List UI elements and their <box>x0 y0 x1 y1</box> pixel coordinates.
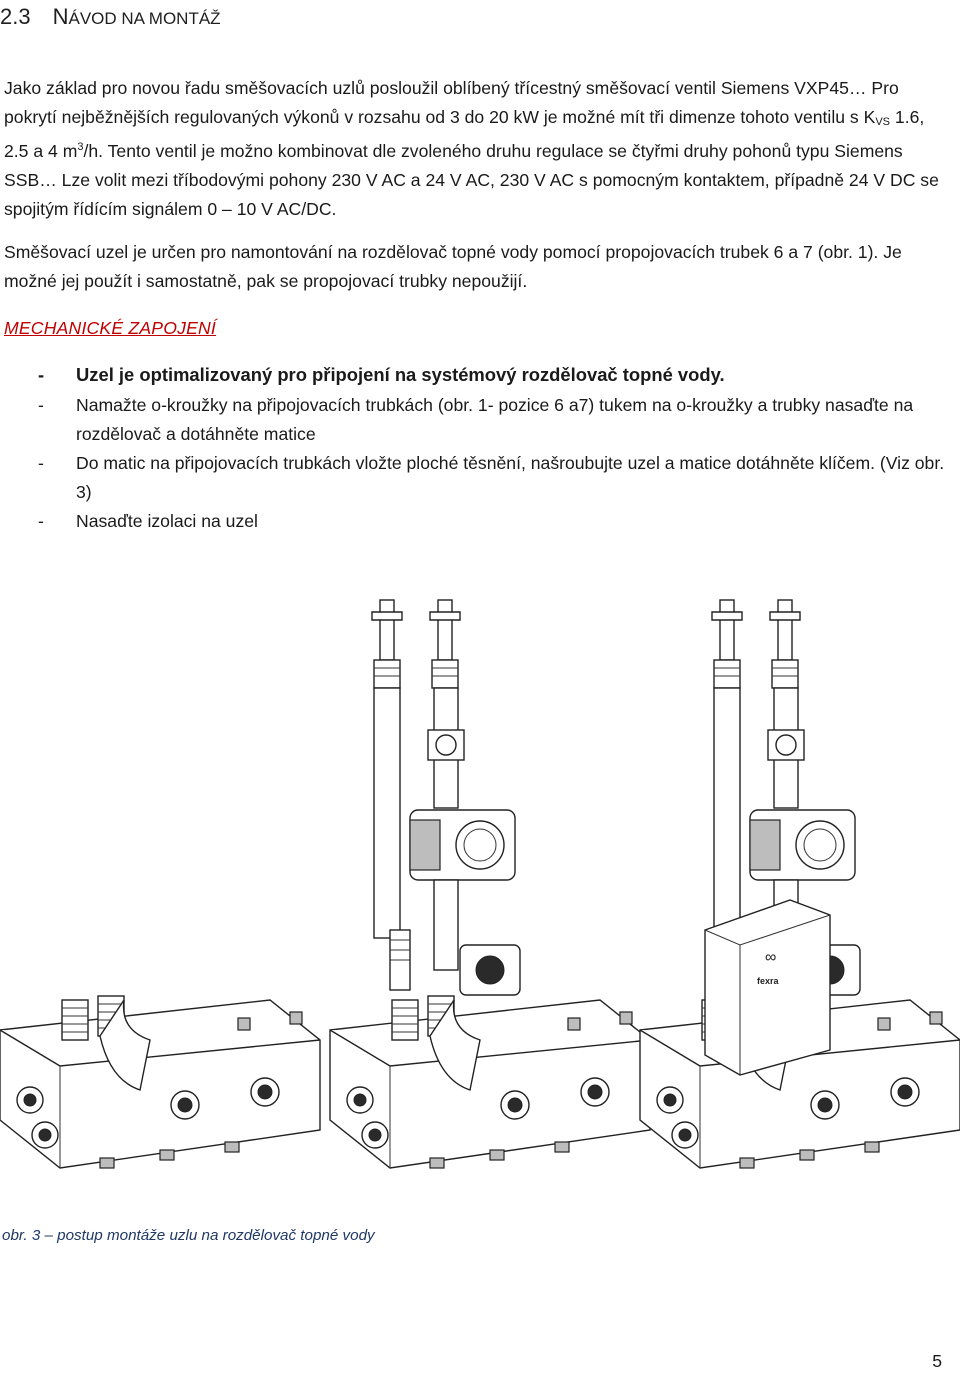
list-item: - Namažte o-kroužky na připojovacích trubkách (obr. 1- pozice 6 a7) tukem na o-kroužky a trubky nasaďte na rozdělovač a dotáhněte matice <box>38 395 914 444</box>
section-heading <box>0 0 221 34</box>
figure-caption: obr. 3 – postup montáže uzlu na rozdělovač topné vody <box>2 1227 375 1244</box>
intro-paragraph-2: Směšovací uzel je určen pro namontování na rozdělovač topné vody pomocí propojovacích trubek 6 a 7 (obr. 1). Je možné jej použít i samostatně, pak se propojovací trubky nepoužijí. <box>4 242 902 291</box>
intro-paragraph-1: Jako základ pro novou řadu směšovacích uzlů posloužil oblíbený třícestný směšovací ventil Siemens VXP45… Pro pokrytí nejběžnějších regulovaných výkonů v rozsahu od 3 do 20 kW je možné mít tři dimenze tohoto ventilu s $K_{VS}$ 1.6, 2.5 a 4 $m^3/h$. Tento ventil je možno kombinovat dle zvoleného druhu regulace se čtyřmi druhy pohonů typu Siemens SSB… Lze volit mezi tříbodovými pohony 230 V AC a 24 V AC, 230 V AC s pomocným kontaktem, případně 24 V DC se spojitým řídícím signálem 0 – 10 V AC/DC. <box>4 78 939 219</box>
instruction-list <box>4 360 949 536</box>
assembly-step-1 <box>0 996 320 1168</box>
heading-initial: N <box>52 4 69 29</box>
kvs-subscript: VS <box>875 116 891 128</box>
heading-number: 2.3 <box>0 4 31 29</box>
brand-infinity-icon: ∞ <box>765 949 777 966</box>
cubic-superscript: 3 <box>77 141 84 153</box>
list-item: - Nasaďte izolaci na uzel <box>38 511 258 531</box>
page-number: 5 <box>932 1351 942 1371</box>
assembly-step-2 <box>330 600 650 1168</box>
assembly-figure <box>0 590 960 1190</box>
list-item: - Uzel je optimalizovaný pro připojení na systémový rozdělovač topné vody. <box>38 364 725 385</box>
brand-logo-text: fexra <box>757 976 779 986</box>
list-item: - Do matic na připojovacích trubkách vložte ploché těsnění, našroubujte uzel a matice dotáhněte klíčem. (Viz obr. 3) <box>38 453 945 502</box>
assembly-step-3 <box>640 600 960 1168</box>
mechanical-connection-title: MECHANICKÉ ZAPOJENÍ <box>4 318 217 338</box>
heading-title: ÁVOD NA MONTÁŽ <box>68 9 221 28</box>
